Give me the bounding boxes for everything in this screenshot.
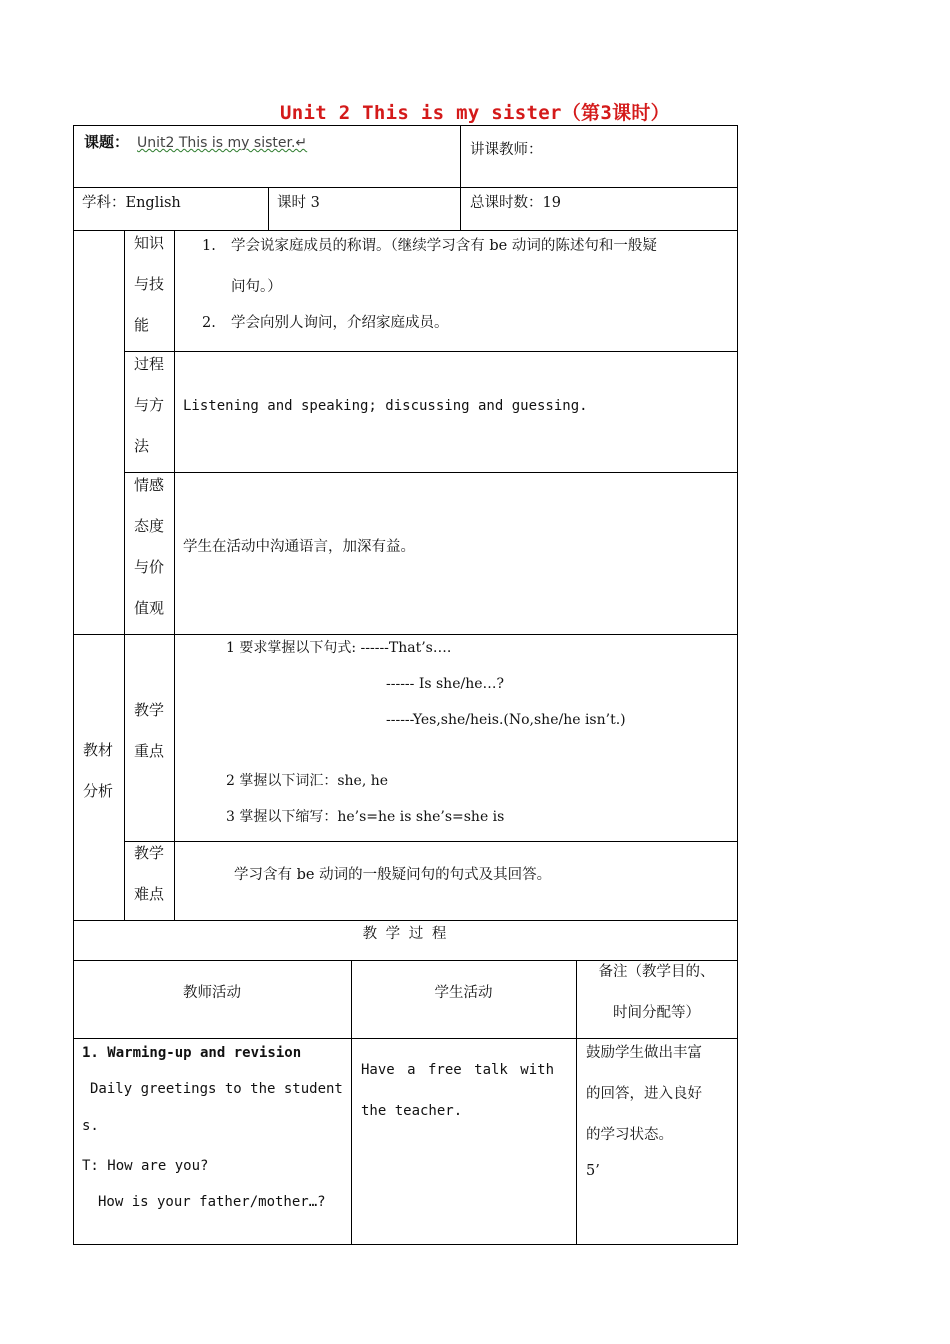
col-student-activity: 学生活动 [434,985,493,1001]
process-label: 过程 与方 法 [134,355,165,455]
process-text: Listening and speaking; discussing and guessing. [183,398,588,414]
teacher-step-heading: 1. Warming-up and revision [82,1045,302,1061]
key-points-label: 教学 重点 [134,701,165,760]
col-teacher-activity: 教师活动 [183,985,241,1001]
teacher-line: Daily greetings to the student [90,1081,343,1097]
key-line-5: 3 掌握以下缩写：he’s=he is she’s=she is [226,809,505,825]
notes-line: 的学习状态。 [586,1127,673,1143]
knowledge-item-2-text: 学会向别人询问，介绍家庭成员。 [231,315,449,331]
student-line: Have a free talk with [361,1062,555,1078]
teacher-line: T: How are you? [82,1158,209,1174]
topic-label: 课题： [84,133,130,151]
knowledge-item-2-num: 2. [202,315,216,331]
key-line-1: 1 要求掌握以下句式: ------That’s…. [226,640,452,656]
knowledge-label: 知识 与技 能 [134,234,165,334]
col-notes-line1: 备注（教学目的、 [598,964,715,980]
notes-line: 鼓励学生做出丰富 [586,1045,702,1061]
period-field: 课时 3 [277,195,320,211]
difficulty-text: 学习含有 be 动词的一般疑问句的句式及其回答。 [234,867,552,883]
topic-value: Unit2 This is my sister.↵ [137,135,308,151]
knowledge-item-1-cont: 问句。） [231,279,282,295]
analysis-label: 教材 分析 [83,741,114,800]
student-line: the teacher. [361,1103,463,1119]
key-line-4: 2 掌握以下词汇：she, he [226,773,389,789]
process-heading: 教 学 过 程 [362,926,449,942]
total-periods-field: 总课时数：19 [470,195,561,211]
col-notes-line2: 时间分配等） [613,1005,700,1021]
teacher-label: 讲课教师： [470,142,543,158]
knowledge-item-1-num: 1. [202,238,216,254]
key-line-2: ------ Is she/he…? [386,676,505,692]
knowledge-item-1-text: 学会说家庭成员的称谓。（继续学习含有 be 动词的陈述句和一般疑 [231,238,657,254]
teacher-line: s. [82,1118,99,1134]
key-line-3: ------Yes,she/heis.(No,she/he isn’t.) [386,712,626,728]
emotion-text: 学生在活动中沟通语言，加深有益。 [183,539,415,555]
notes-time: 5’ [586,1163,600,1179]
subject-field: 学科：English [82,195,181,211]
difficulty-label: 教学 难点 [134,844,165,903]
notes-line: 的回答，进入良好 [586,1086,702,1102]
emotion-label: 情感 态度 与价 值观 [134,476,165,617]
page-title: Unit 2 This is my sister（第3课时） [280,102,670,124]
teacher-line: How is your father/mother…? [98,1194,326,1210]
